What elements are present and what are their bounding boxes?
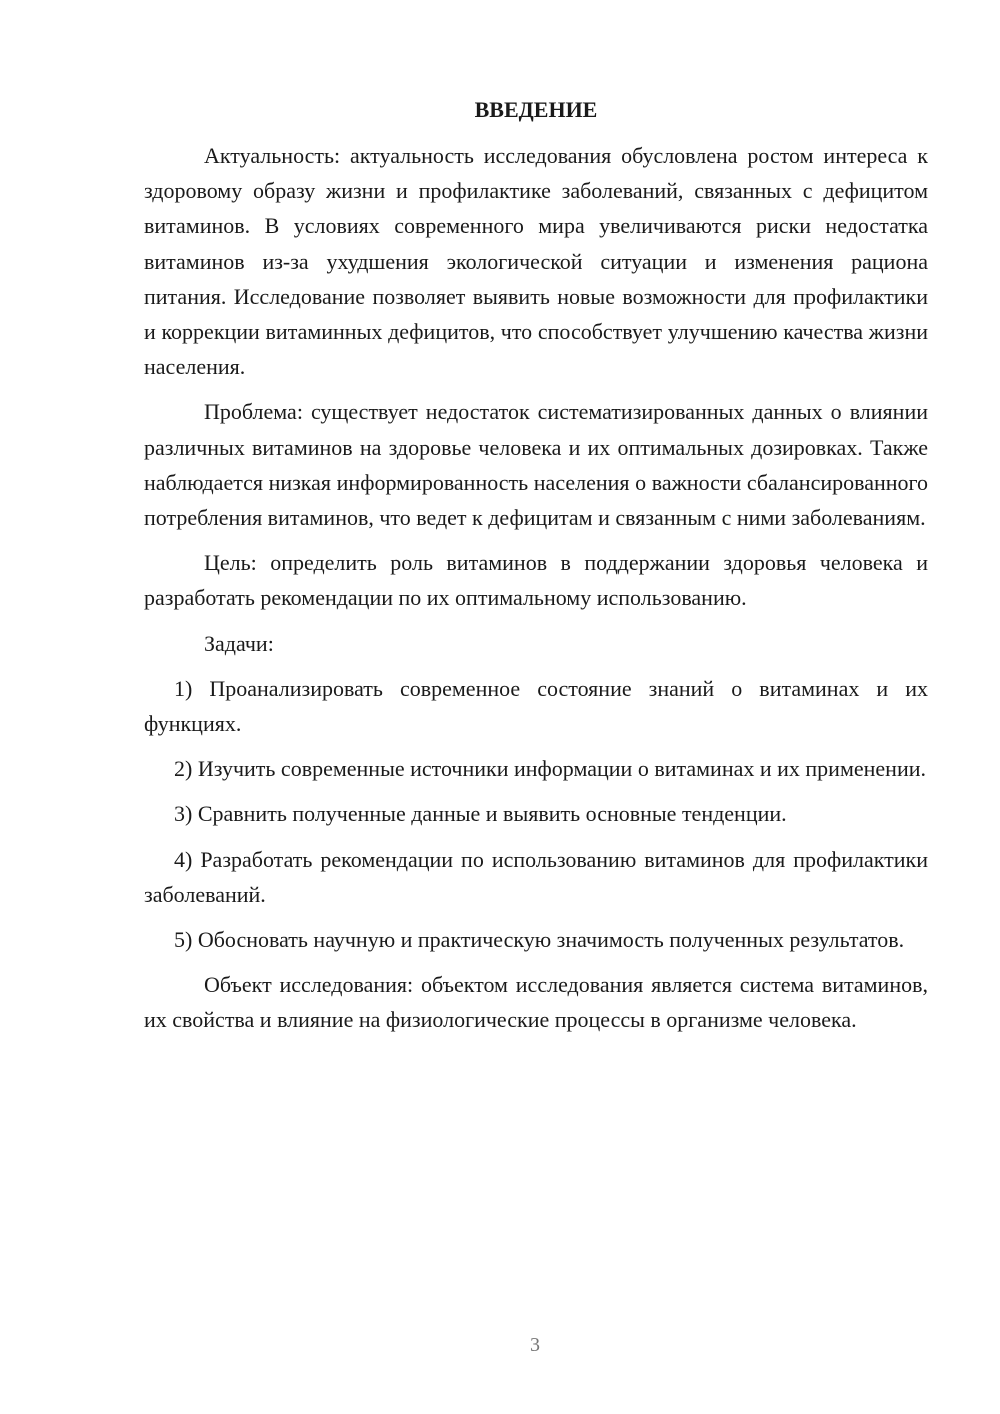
paragraph-object: Объект исследования: объектом исследования является система витаминов, их свойства и влияние на физиологические процессы в организме человека.: [144, 972, 928, 1033]
page-number: 3: [530, 1334, 540, 1356]
paragraph-goal: Цель: определить роль витаминов в поддержании здоровья человека и разработать рекомендации по их оптимальному использованию.: [144, 550, 928, 611]
task-item-5: 5) Обосновать научную и практическую значимость полученных результатов.: [174, 927, 905, 953]
paragraph-problem: Проблема: существует недостаток систематизированных данных о влиянии различных витаминов на здоровье человека и их оптимальных дозировках. Также наблюдается низкая информированность населения о важности сбалансированного потребления витаминов, что ведет к дефицитам и связанным с ними заболеваниям.: [144, 399, 928, 531]
tasks-label: Задачи:: [204, 630, 274, 656]
task-item-1: 1) Проанализировать современное состояние знаний о витаминах и их функциях.: [144, 675, 928, 737]
task-item-4: 4) Разработать рекомендации по использованию витаминов для профилактики заболеваний.: [144, 846, 928, 907]
page-content: [144, 94, 928, 1048]
task-item-3: 3) Сравнить полученные данные и выявить основные тенденции.: [174, 801, 787, 827]
paragraph-relevance: Актуальность: актуальность исследования обусловлена ростом интереса к здоровому образу жизни и профилактике заболеваний, связанных с дефицитом витаминов. В условиях современного мира увеличиваются риски недостатка витаминов из-за ухудшения экологической ситуации и изменения рациона питания. Исследование позволяет выявить новые возможности для профилактики и коррекции витаминных дефицитов, что способствует улучшению качества жизни населения.: [144, 143, 928, 380]
task-item-2: 2) Изучить современные источники информации о витаминах и их применении.: [174, 756, 926, 782]
section-heading: ВВЕДЕНИЕ: [474, 97, 598, 122]
